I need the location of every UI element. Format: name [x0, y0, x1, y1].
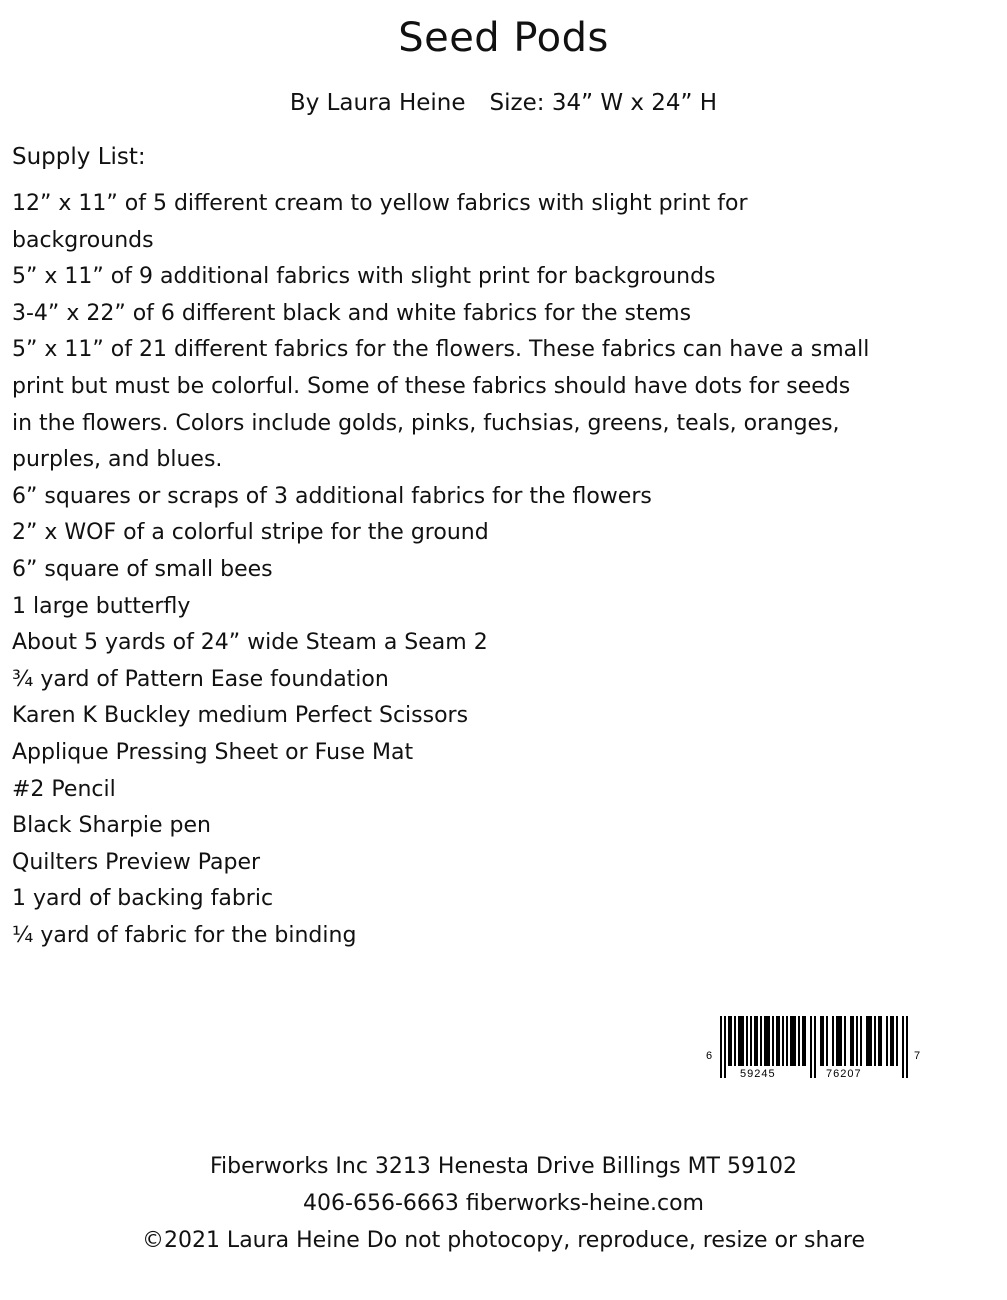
- list-item: 3-4” x 22” of 6 different black and white fabrics for the stems: [12, 300, 692, 326]
- list-item: 5” x 11” of 9 additional fabrics with slight print for backgrounds: [12, 264, 716, 290]
- barcode-last-digit: 7: [914, 1050, 921, 1062]
- supply-list-heading: Supply List:: [12, 144, 146, 170]
- list-item: backgrounds: [12, 227, 154, 253]
- list-item: in the flowers. Colors include golds, pinks, fuchsias, greens, teals, oranges,: [12, 410, 840, 436]
- publisher-contact: 406-656-6663 fiberworks-heine.com: [303, 1191, 704, 1216]
- barcode-first-digit: 6: [706, 1050, 713, 1062]
- list-item: Applique Pressing Sheet or Fuse Mat: [12, 739, 414, 765]
- list-item: print but must be colorful. Some of these fabrics should have dots for seeds: [12, 373, 851, 399]
- list-item: Black Sharpie pen: [12, 813, 211, 839]
- list-item: 12” x 11” of 5 different cream to yellow fabrics with slight print for: [12, 191, 748, 216]
- publisher-address: Fiberworks Inc 3213 Henesta Drive Billings MT 59102: [210, 1154, 797, 1179]
- list-item: #2 Pencil: [12, 776, 116, 802]
- list-item: ¾ yard of Pattern Ease foundation: [12, 666, 389, 692]
- supply-list: [12, 186, 987, 954]
- list-item: 2” x WOF of a colorful stripe for the ground: [12, 520, 489, 546]
- list-item: 1 large butterfly: [12, 593, 191, 619]
- quilt-size: Size: 34” W x 24” H: [489, 90, 718, 116]
- copyright-notice: ©2021 Laura Heine Do not photocopy, reproduce, resize or share: [141, 1228, 866, 1253]
- list-item: 1 yard of backing fabric: [12, 886, 274, 912]
- list-item: 5” x 11” of 21 different fabrics for the flowers. These fabrics can have a small: [12, 337, 870, 363]
- page-title: Seed Pods: [398, 15, 609, 61]
- publisher-footer: [0, 1148, 1007, 1259]
- list-item: Karen K Buckley medium Perfect Scissors: [12, 703, 469, 729]
- barcode-right-group: 76207: [826, 1068, 862, 1080]
- list-item: ¼ yard of fabric for the binding: [12, 922, 357, 948]
- list-item: 6” square of small bees: [12, 556, 273, 582]
- byline: [0, 88, 1007, 118]
- author-line: By Laura Heine: [289, 90, 466, 116]
- upc-barcode: [700, 1016, 932, 1080]
- list-item: purples, and blues.: [12, 447, 223, 473]
- list-item: Quilters Preview Paper: [12, 849, 261, 875]
- list-item: 6” squares or scraps of 3 additional fabrics for the flowers: [12, 483, 652, 509]
- barcode-left-group: 59245: [740, 1068, 776, 1080]
- list-item: About 5 yards of 24” wide Steam a Seam 2: [12, 630, 488, 656]
